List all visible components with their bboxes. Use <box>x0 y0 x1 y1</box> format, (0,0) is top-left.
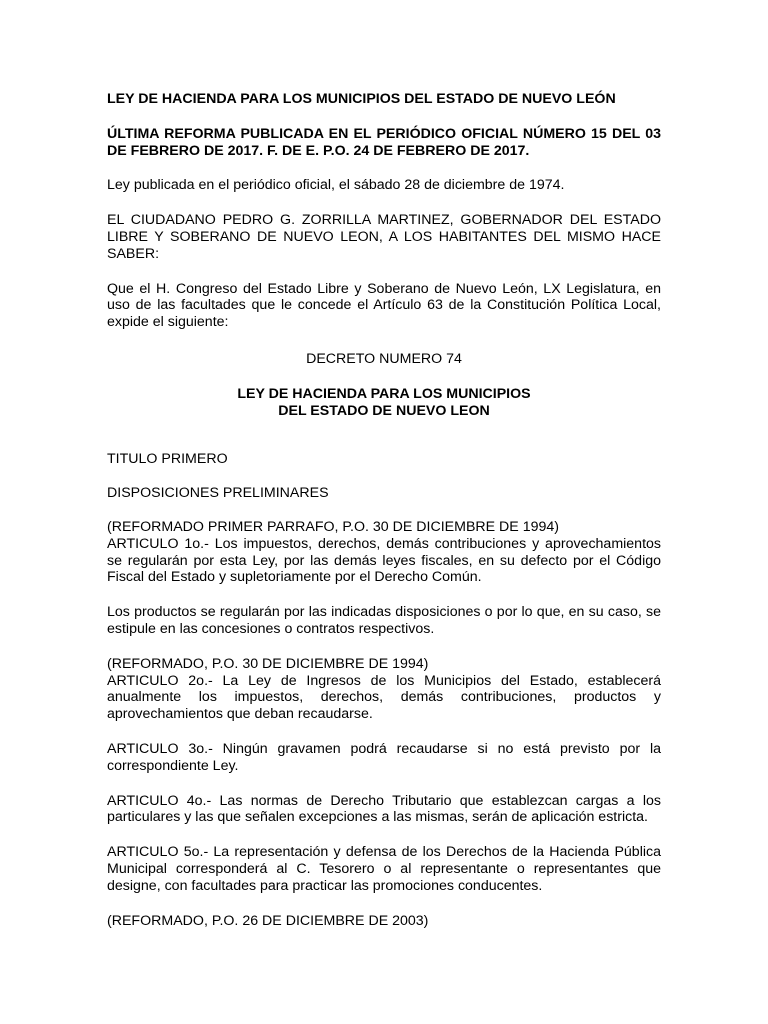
section-title: TITULO PRIMERO <box>107 451 228 468</box>
reform-note-2: (REFORMADO, P.O. 30 DE DICIEMBRE DE 1994) <box>107 655 429 672</box>
article-4: ARTICULO 4o.- Las normas de Derecho Tributario que establezcan cargas a los particulares y las que señalen excepciones a las mismas, serán de aplicación estricta. <box>107 792 661 826</box>
decree-number: DECRETO NUMERO 74 <box>306 350 462 367</box>
governor-paragraph: EL CIUDADANO PEDRO G. ZORRILLA MARTINEZ, GOBERNADOR DEL ESTADO LIBRE Y SOBERANO DE NUEVO LEON, A LOS HABITANTES DEL MISMO HACE SABER: <box>107 212 661 262</box>
reform-note-1: (REFORMADO PRIMER PARRAFO, P.O. 30 DE DICIEMBRE DE 1994) <box>107 518 559 535</box>
section-subtitle: DISPOSICIONES PRELIMINARES <box>107 485 329 502</box>
last-reform-notice: ÚLTIMA REFORMA PUBLICADA EN EL PERIÓDICO OFICIAL NÚMERO 15 DEL 03 DE FEBRERO DE 2017. F. DE E. P.O. 24 DE FEBRERO DE 2017. <box>107 125 661 159</box>
article-1: ARTICULO 1o.- Los impuestos, derechos, demás contribuciones y aprovechamientos se regularán por esta Ley, por las demás leyes fiscales, en su defecto por el Código Fiscal del Estado y supletoriamente por el Derecho Común. <box>107 535 661 586</box>
law-title-line-2: DEL ESTADO DE NUEVO LEON <box>278 402 490 419</box>
article-3: ARTICULO 3o.- Ningún gravamen podrá recaudarse si no está previsto por la correspondiente Ley. <box>107 740 661 774</box>
document-page <box>107 91 661 946</box>
reform-note-3: (REFORMADO, P.O. 26 DE DICIEMBRE DE 2003) <box>107 912 429 929</box>
article-2: ARTICULO 2o.- La Ley de Ingresos de los Municipios del Estado, establecerá anualmente los impuestos, derechos, demás contribuciones, productos y aprovechamientos que deban recaudarse. <box>107 672 661 723</box>
congress-paragraph: Que el H. Congreso del Estado Libre y Soberano de Nuevo León, LX Legislatura, en uso de las facultades que le concede el Artículo 63 de la Constitución Política Local, expide el siguiente: <box>107 280 661 331</box>
article-1-paragraph-2: Los productos se regularán por las indicadas disposiciones o por lo que, en su caso, se estipule en las concesiones o contratos respectivos. <box>107 604 661 637</box>
article-5: ARTICULO 5o.- La representación y defensa de los Derechos de la Hacienda Pública Municipal corresponderá al C. Tesorero o al representante o representantes que designe, con facultades para practicar las promociones conducentes. <box>107 844 661 894</box>
publication-note: Ley publicada en el periódico oficial, el sábado 28 de diciembre de 1974. <box>107 177 565 194</box>
document-title: LEY DE HACIENDA PARA LOS MUNICIPIOS DEL ESTADO DE NUEVO LEÓN <box>107 91 616 107</box>
law-title-line-1: LEY DE HACIENDA PARA LOS MUNICIPIOS <box>237 385 531 402</box>
